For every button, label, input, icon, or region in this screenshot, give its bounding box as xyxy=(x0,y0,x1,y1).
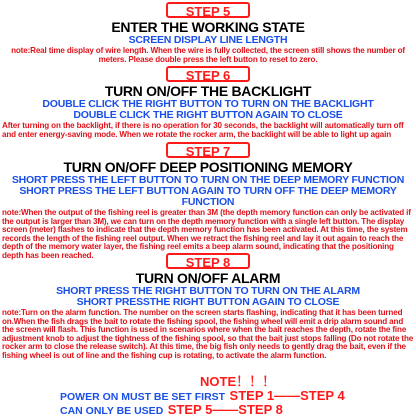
step7-badge: STEP 7 xyxy=(166,142,250,158)
step7-section xyxy=(0,142,416,261)
footer-line1-to: STEP 4 xyxy=(300,388,345,403)
step5-badge: STEP 5 xyxy=(166,2,250,18)
step8-title: TURN ON/OFF ALARM xyxy=(135,270,281,286)
footer-line2-from: STEP 5 xyxy=(167,402,213,417)
step8-line2: SHORT PRESSTHE RIGHT BUTTON AGAIN TO CLOSE xyxy=(76,296,340,309)
step6-note: After turning on the backlight, if there is no operation for 30 seconds, the backlight will automatically turn off and enter energy-saving mode. When we rotate the rocker arm, the backlight will be able to light up again xyxy=(2,121,404,139)
footer-line2 xyxy=(60,401,283,419)
footer-line1-from: STEP 1 xyxy=(229,388,275,403)
step5-subtitle: SCREEN DISPLAY LINE LENGTH xyxy=(128,34,288,46)
step6-section xyxy=(0,66,416,139)
step8-section xyxy=(0,253,416,361)
step8-note: note:Turn on the alarm function. The number on the screen starts flashing, indicating that it has been turned on.When the fish drags the bait to rotate the fishing spool, the fishing wheel will emit a drip alarm sound and the screen will flash. This function is used in scenarios where when the bait reaches the depth, rotate the fine adjustment knob to adjust the tightness of the fishing spool, so that the bait just stops falling (Do not rotate the rocker arm to close the release switch). At this time, the big fish only needs to gently drag the bait, even if the fishing wheel is out of line and the fishing cup is rotating, to activate the alarm function. xyxy=(2,308,414,360)
step5-section xyxy=(0,2,416,64)
step6-line2: DOUBLE CLICK THE RIGHT BUTTON AGAIN TO CLOSE xyxy=(73,109,343,122)
step6-line1: DOUBLE CLICK THE RIGHT BUTTON TO TURN ON THE BACKLIGHT xyxy=(42,98,374,110)
footer-line2-dash: —— xyxy=(212,402,239,417)
step8-line1: SHORT PRESS THE RIGHT BUTTON TO TURN ON THE ALARM xyxy=(56,285,360,297)
step7-line1: SHORT PRESS THE LEFT BUTTON TO TURN ON THE DEEP MEMORY FUNCTION xyxy=(11,174,405,186)
step7-title: TURN ON/OFF DEEP POSITIONING MEMORY xyxy=(63,159,353,175)
step7-line2: SHORT PRESS THE LEFT BUTTON AGAIN TO TURN OFF THE DEEP MEMORY FUNCTION xyxy=(19,185,397,209)
step6-title: TURN ON/OFF THE BACKLIGHT xyxy=(104,83,312,99)
footer-line2-prefix: CAN ONLY BE USED xyxy=(60,405,164,417)
footer-line2-to: STEP 8 xyxy=(238,402,283,417)
step5-title: ENTER THE WORKING STATE xyxy=(111,19,305,35)
footer-line1-prefix: POWER ON MUST BE SET FIRST xyxy=(60,391,226,403)
footer-line1-dash: —— xyxy=(274,388,301,403)
step6-badge: STEP 6 xyxy=(166,66,250,82)
step5-note: note:Real time display of wire length. When the wire is fully collected, the screen still shows the number of meters. Please double press the left button to reset to zero. xyxy=(11,46,405,64)
step7-note: note:When the output of the fishing reel is greater than 3M (the depth memory function can only be activated if the output is larger than 3M), we can turn on the depth memory function with a single left button. The display screen (meter) flashes to indicate that the depth memory function has been activated. At this time, the system records the length of the fishing reel output. When we retract the fishing reel and lay it out again to reach the depth of the memory water layer, the fishing reel emits a beep alarm sound, indicating that the positioning depth has been reached. xyxy=(2,208,411,260)
footer-note-label: NOTE！！！ xyxy=(200,374,276,389)
step8-badge: STEP 8 xyxy=(166,253,250,269)
